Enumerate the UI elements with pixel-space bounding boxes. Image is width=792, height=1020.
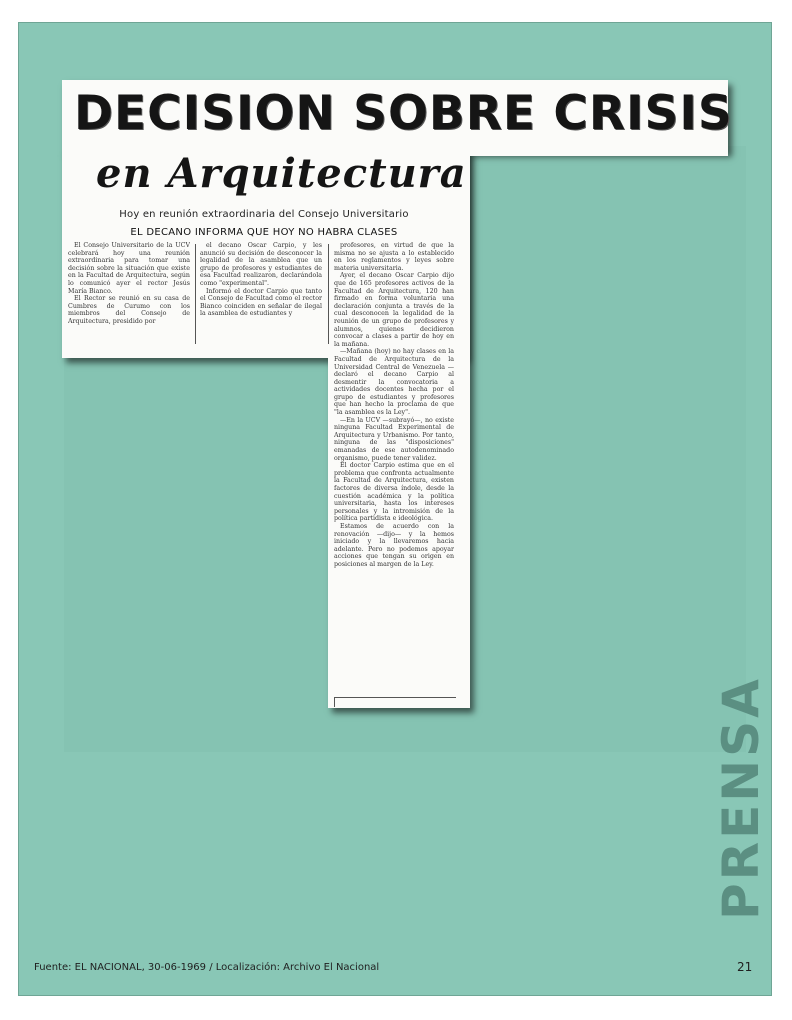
subheadline: en Arquitectura	[96, 150, 467, 197]
page-number: 21	[737, 960, 753, 974]
paragraph: —En la UCV —subrayó—, no existe ninguna Facultad Experimental de Arquitectura y Urbanismo. Por tanto, ninguna de las "disposiciones" emanadas de ese autodenominado organismo, puede tener validez.	[334, 416, 454, 462]
paragraph: Estamos de acuerdo con la renovación —dijo— y la hemos iniciado y la llevaremos hacia adelante. Pero no podemos apoyar acciones que tengan su origen en posiciones al margen de la Ley.	[334, 522, 454, 568]
bottom-rule	[334, 697, 456, 698]
article-column-2	[200, 242, 322, 346]
deck: EL DECANO INFORMA QUE HOY NO HABRA CLASES	[130, 227, 398, 238]
paragraph: el decano Oscar Carpio, y les anunció su decisión de desconocer la legalidad de la asamblea que un grupo de profesores y estudiantes de esa Facultad realizaron, declarándola como "experimental".	[200, 242, 322, 287]
article-column-1	[68, 242, 190, 346]
kicker: Hoy en reunión extraordinaria del Consejo Universitario	[119, 209, 409, 220]
column-divider	[195, 244, 196, 344]
source-caption: Fuente: EL NACIONAL, 30-06-1969 / Localización: Archivo El Nacional	[34, 962, 380, 973]
paragraph: —Mañana (hoy) no hay clases en la Facultad de Arquitectura de la Universidad Central de Venezuela —declaró el decano Carpio al desmentir la convocatoria a actividades docentes hecha por el grupo de estudiantes y profesores que han hecho la proclama de que "la asamblea es la Ley".	[334, 348, 454, 417]
bottom-rule	[334, 697, 335, 707]
paragraph: El doctor Carpio estima que en el problema que confronta actualmente la Facultad de Arquitectura, existen factores de diversa índole, desde la cuestión académica y la política universitaria, hasta los intereses personales y la intromisión de la política partidista e ideológica.	[334, 462, 454, 523]
article-column-3	[334, 242, 454, 694]
paragraph: El Consejo Universitario de la UCV celebrará hoy una reunión extraordinaria para tomar una decisión sobre la situación que existe en la Facultad de Arquitectura, según lo comunicó ayer el rector Jesús María Bianco.	[68, 242, 190, 295]
paragraph: El Rector se reunió en su casa de Cumbres de Curumo con los miembros del Consejo de Arquitectura, presidido por	[68, 295, 190, 325]
paragraph: Ayer, el decano Oscar Carpio dijo que de 165 profesores activos de la Facultad de Arquitectura, 120 han firmado en forma voluntaria una declaración conjunta a través de la cual desconocen la legalidad de la reunión de un grupo de profesores y alumnos, quienes decidieron convocar a clases a partir de hoy en la mañana.	[334, 272, 454, 348]
column-divider	[328, 244, 329, 344]
section-label: PRENSA	[712, 676, 770, 920]
headline: DECISION SOBRE CRISIS	[74, 86, 733, 141]
paragraph: Informó el doctor Carpio que tanto el Consejo de Facultad como el rector Bianco coinciden en señalar de ilegal la asamblea de estudiantes y	[200, 287, 322, 318]
paragraph: profesores, en virtud de que la misma no se ajusta a lo establecido en los reglamentos y leyes sobre materia universitaria.	[334, 242, 454, 272]
